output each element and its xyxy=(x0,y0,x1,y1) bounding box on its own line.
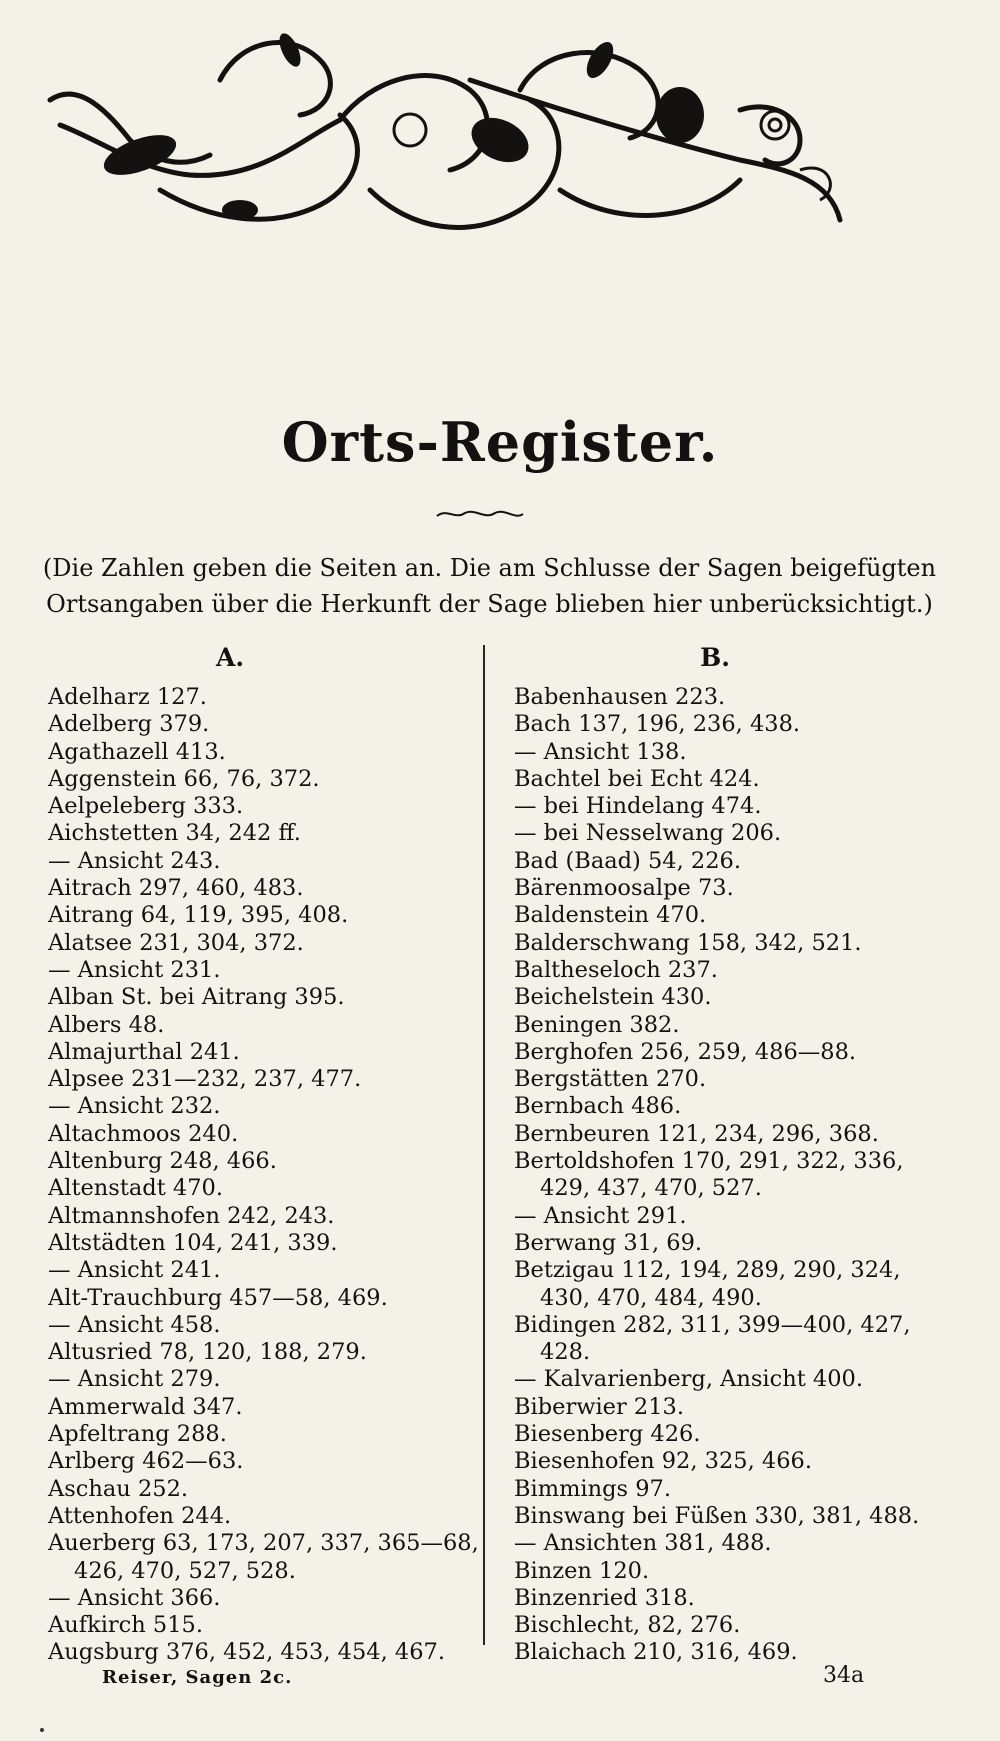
register-entry: — Ansichten 381, 488. xyxy=(514,1530,772,1557)
register-entry: Aschau 252. xyxy=(48,1475,189,1502)
register-entry: Biesenberg 426. xyxy=(514,1421,701,1448)
register-entry: 429, 437, 470, 527. xyxy=(540,1175,762,1202)
register-entry: Bergstätten 270. xyxy=(514,1066,707,1093)
column-heading-b: B. xyxy=(700,643,730,672)
register-entry: Beichelstein 430. xyxy=(514,984,712,1011)
register-entry: Bernbeuren 121, 234, 296, 368. xyxy=(514,1120,879,1147)
register-entry: Altenstadt 470. xyxy=(48,1175,223,1202)
register-entry: Alban St. bei Aitrang 395. xyxy=(48,984,345,1011)
register-entry: Aggenstein 66, 76, 372. xyxy=(48,765,320,792)
column-heading-a: A. xyxy=(215,643,245,672)
register-entry: Agathazell 413. xyxy=(48,738,226,765)
register-entry: Augsburg 376, 452, 453, 454, 467. xyxy=(48,1639,445,1666)
page-mark: 34a xyxy=(823,1663,865,1688)
register-entry: 426, 470, 527, 528. xyxy=(74,1557,296,1584)
register-entry: Beningen 382. xyxy=(514,1011,680,1038)
register-entry: Biesenhofen 92, 325, 466. xyxy=(514,1448,813,1475)
register-entry: Bachtel bei Echt 424. xyxy=(514,765,760,792)
register-entry: — Ansicht 458. xyxy=(48,1311,221,1338)
print-speck xyxy=(40,1728,44,1732)
register-entry: Aelpeleberg 333. xyxy=(48,793,244,820)
register-entry: — Ansicht 243. xyxy=(48,847,221,874)
register-note: (Die Zahlen geben die Seiten an. Die am Schlusse der Sagen beigefügten Ortsangaben über die Herkunft der Sage blieben hier unberücksichtigt.) xyxy=(42,554,937,618)
register-entry: — Ansicht 366. xyxy=(48,1584,221,1611)
register-entry: Aitrang 64, 119, 395, 408. xyxy=(48,902,349,929)
register-entry: Arlberg 462—63. xyxy=(48,1448,244,1475)
register-entry: — Kalvarienberg, Ansicht 400. xyxy=(514,1366,864,1393)
register-entry: Auerberg 63, 173, 207, 337, 365—68, xyxy=(48,1530,479,1557)
register-entry: Blaichach 210, 316, 469. xyxy=(514,1639,798,1666)
register-entry: — Ansicht 241. xyxy=(48,1257,221,1284)
entry-list-b xyxy=(514,684,954,1667)
register-entry: Altachmoos 240. xyxy=(48,1120,239,1147)
register-entry: Altusried 78, 120, 188, 279. xyxy=(48,1339,367,1366)
register-entry: — Ansicht 232. xyxy=(48,1093,221,1120)
register-entry: Attenhofen 244. xyxy=(48,1502,232,1529)
register-entry: Aufkirch 515. xyxy=(48,1612,203,1639)
register-entry: Apfeltrang 288. xyxy=(48,1421,227,1448)
register-entry: Bertoldshofen 170, 291, 322, 336, xyxy=(514,1148,904,1175)
register-entry: Bad (Baad) 54, 226. xyxy=(514,847,742,874)
register-entry: Almajurthal 241. xyxy=(48,1038,240,1065)
register-entry: — Ansicht 291. xyxy=(514,1202,687,1229)
register-entry: Balderschwang 158, 342, 521. xyxy=(514,929,862,956)
register-entry: Aitrach 297, 460, 483. xyxy=(48,875,304,902)
register-entry: Aichstetten 34, 242 ff. xyxy=(48,820,301,847)
register-entry: Alt-Trauchburg 457—58, 469. xyxy=(48,1284,388,1311)
decorative-vignette-ornament xyxy=(40,20,860,275)
register-entry: Bernbach 486. xyxy=(514,1093,682,1120)
register-entry: — Ansicht 138. xyxy=(514,738,687,765)
register-entry: Altenburg 248, 466. xyxy=(48,1148,277,1175)
register-entry: 428. xyxy=(540,1339,591,1366)
register-entry: Baldenstein 470. xyxy=(514,902,707,929)
register-entry: Bärenmoosalpe 73. xyxy=(514,875,734,902)
register-entry: Bimmings 97. xyxy=(514,1475,671,1502)
register-entry: Binzenried 318. xyxy=(514,1584,695,1611)
register-entry: — Ansicht 231. xyxy=(48,956,221,983)
register-entry: Bach 137, 196, 236, 438. xyxy=(514,711,801,738)
register-entry: Biberwier 213. xyxy=(514,1393,684,1420)
printer-signature: Reiser, Sagen 2c. xyxy=(102,1667,293,1688)
register-entry: Berwang 31, 69. xyxy=(514,1229,703,1256)
register-entry: Binswang bei Füßen 330, 381, 488. xyxy=(514,1502,920,1529)
register-entry: 430, 470, 484, 490. xyxy=(540,1284,762,1311)
column-divider xyxy=(483,645,485,1645)
register-entry: Betzigau 112, 194, 289, 290, 324, xyxy=(514,1257,901,1284)
title-flourish-rule xyxy=(435,506,525,522)
register-entry: Baltheseloch 237. xyxy=(514,956,718,983)
register-entry: Adelberg 379. xyxy=(48,711,210,738)
register-entry: Alatsee 231, 304, 372. xyxy=(48,929,304,956)
register-entry: Bischlecht, 82, 276. xyxy=(514,1612,741,1639)
register-entry: Alpsee 231—232, 237, 477. xyxy=(48,1066,362,1093)
register-entry: — bei Nesselwang 206. xyxy=(514,820,782,847)
register-entry: Ammerwald 347. xyxy=(48,1393,243,1420)
register-entry: Altstädten 104, 241, 339. xyxy=(48,1229,338,1256)
register-entry: Altmannshofen 242, 243. xyxy=(48,1202,335,1229)
register-entry: — bei Hindelang 474. xyxy=(514,793,762,820)
register-entry: Babenhausen 223. xyxy=(514,684,726,710)
register-entry: Binzen 120. xyxy=(514,1557,650,1584)
register-entry: Berghofen 256, 259, 486—88. xyxy=(514,1038,857,1065)
register-entry: — Ansicht 279. xyxy=(48,1366,221,1393)
page-title: Orts-Register. xyxy=(281,410,719,474)
register-entry: Bidingen 282, 311, 399—400, 427, xyxy=(514,1311,911,1338)
register-entry: Adelharz 127. xyxy=(48,684,207,710)
entry-list-a xyxy=(48,684,478,1667)
register-entry: Albers 48. xyxy=(48,1011,165,1038)
